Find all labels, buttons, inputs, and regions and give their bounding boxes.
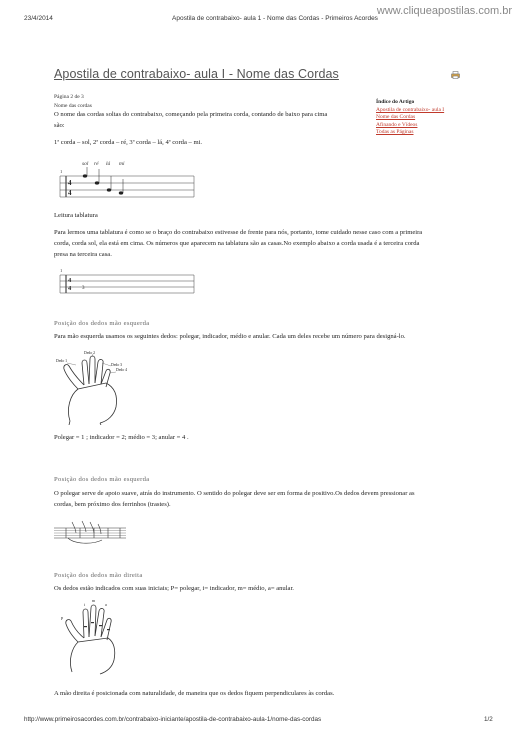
left-hand-illustration <box>56 349 136 425</box>
time-signature-bottom: 4 <box>68 189 72 197</box>
page-info: Página 2 de 3 <box>54 94 84 100</box>
hand-label-dedo-3: Dedo 3 <box>111 363 123 367</box>
note-label-la: lá <box>106 161 111 167</box>
section-right-hand-title: Posição dos dedos mão direita <box>54 572 143 579</box>
staff-notes-figure <box>58 156 196 202</box>
tab-para-line-1: Para lermos uma tablatura é como se o braço do contrabaixo estivesse de frente para nós, portanto, tome cuidado nesse caso com a primeira <box>54 229 423 236</box>
tab-staff-number: 1 <box>60 268 63 273</box>
print-url: http://www.primeirosacordes.com.br/contrabaixo-iniciante/apostila-de-contrabaixo-aula-1/nome-das-cordas <box>24 716 322 723</box>
right-hand-label-i: i <box>84 602 86 607</box>
section-subtitle: Nome das cordas <box>54 103 92 109</box>
article-title[interactable]: Apostila de contrabaixo- aula I - Nome das Cordas <box>54 67 339 81</box>
tab-para-line-3: presa na terceira casa. <box>54 251 112 258</box>
tab-para-line-2: corda, corda sol, ela está em cima. Os números que aparecem na tablatura são as casas.No exemplo abaixo a corda usada é a terceira corda <box>54 240 420 247</box>
staff-number: 1 <box>60 169 63 174</box>
note-heads <box>83 174 123 194</box>
index-link-nome-cordas[interactable]: Nome das Cordas <box>376 114 416 121</box>
watermark: www.cliqueapostilas.com.br <box>376 5 512 17</box>
bass-neck-hand-illustration <box>54 520 126 546</box>
fingers-numbering: Polegar = 1 ; indicador = 2; médio = 3; anular = 4 . <box>54 434 189 441</box>
right-hand-illustration <box>56 600 136 676</box>
hand-label-dedo-1: Dedo 1 <box>56 359 68 363</box>
section-left-hand-title-2: Posição dos dedos mão esquerda <box>54 476 150 483</box>
intro-line-1: O nome das cordas soltas do contrabaixo, começando pela primeira corda, contando de baixo para cima <box>54 111 328 118</box>
print-icon[interactable] <box>451 71 460 79</box>
index-link-todas[interactable]: Todas as Páginas <box>376 129 414 136</box>
svg-text:4: 4 <box>68 285 72 292</box>
time-signature-top: 4 <box>68 179 72 187</box>
section-2-line-1: O polegar serve de apoio suave, atrás do instrumento. O sentido do polegar deve ser em forma de positivo.Os dedos devem pressionar as <box>54 490 415 497</box>
tab-label: Leitura tablatura <box>54 212 98 219</box>
tablature-figure <box>58 266 196 298</box>
staff-lines <box>60 176 194 197</box>
article-index <box>376 99 486 137</box>
index-link-afinando[interactable]: Afinando e Vídeos <box>376 121 418 128</box>
right-hand-label-a: a <box>105 602 107 607</box>
print-date: 23/4/2014 <box>24 15 53 22</box>
section-2-line-2: cordas, bem próximo dos ferrinhos (trastes). <box>54 501 171 508</box>
note-label-sol: sol <box>82 161 89 167</box>
right-hand-label-p: P <box>61 616 64 621</box>
right-hand-label-m: m <box>92 600 96 603</box>
strings-line: 1ª corda – sol, 2ª corda – ré, 3ª corda – lá, 4ª corda – mi. <box>54 139 203 146</box>
print-page-title: Apostila de contrabaixo- aula 1 - Nome das Cordas - Primeiros Acordes <box>172 15 378 22</box>
section-left-hand-title: Posição dos dedos mão esquerda <box>54 320 150 327</box>
hand-label-dedo-4: Dedo 4 <box>116 368 128 372</box>
index-heading: Índice do Artigo <box>376 99 415 105</box>
section-right-hand-text: Os dedos estão indicados com suas iniciais; P= polegar, i= indicador, m= médio, a= anular. <box>54 585 294 592</box>
intro-line-2: são: <box>54 122 65 129</box>
note-label-mi: mi <box>119 161 125 167</box>
section-left-hand-text: Para mão esquerda usamos os seguintes dedos: polegar, indicador, médio e anular. Cada um deles recebe um número para designá-lo. <box>54 333 406 340</box>
note-label-re: ré <box>94 161 99 167</box>
hand-label-dedo-2: Dedo 2 <box>84 351 96 355</box>
tab-fret-number: 3 <box>82 286 85 291</box>
svg-text:4: 4 <box>68 277 72 284</box>
closing-line: A mão direita é posicionada com naturalidade, de maneira que os dedos fiquem perpendiculares às cordas. <box>54 690 335 697</box>
index-link-aula[interactable]: Apostila de contrabaixo- aula I <box>376 107 445 113</box>
print-page-number: 1/2 <box>484 716 493 723</box>
